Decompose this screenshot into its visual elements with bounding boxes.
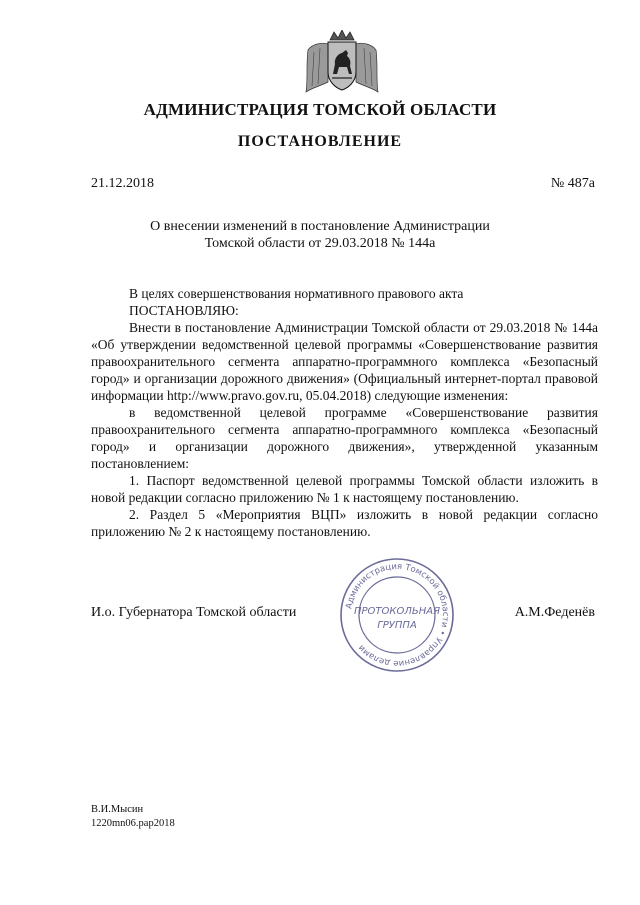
body-paragraph: 2. Раздел 5 «Мероприятия ВЦП» изложить в новой редакции согласно приложению № 2 к настоящему постановлению. [91, 507, 598, 539]
signatory-name: А.М.Феденёв [514, 605, 595, 620]
document-body [91, 285, 598, 540]
body-paragraph: Внести в постановление Администрации Томской области от 29.03.2018 № 144а «Об утверждении ведомственной целевой программы «Совершенствование развития правоохранительного сегмента аппаратно-программного комплекса «Безопасный город» и организации дорожного движения» (Официальный интернет-портал правовой информации http://www.pravo.gov.ru, 05.04.2018) следующие изменения: [91, 320, 598, 403]
coat-of-arms-icon [302, 30, 382, 96]
resolution-keyword: ПОСТАНОВЛЯЮ: [129, 303, 239, 318]
executor-info [91, 803, 175, 831]
stamp-center-text: ПРОТОКОЛЬНАЯ [353, 606, 441, 617]
subject-line: Томской области от 29.03.2018 № 144а [204, 236, 436, 251]
stamp-center-text: ГРУППА [377, 620, 417, 631]
subject-line: О внесении изменений в постановление Администрации [150, 219, 490, 234]
official-stamp [338, 556, 456, 674]
stamp-ring-text: Администрация Томской области • Управление делами [344, 561, 451, 669]
organization-title: АДМИНИСТРАЦИЯ ТОМСКОЙ ОБЛАСТИ [143, 100, 497, 119]
body-paragraph: 1. Паспорт ведомственной целевой программы Томской области изложить в новой редакции согласно приложению № 1 к настоящему постановлению. [91, 473, 598, 505]
body-paragraph: В целях совершенствования нормативного правового акта [129, 286, 464, 301]
body-paragraph: в ведомственной целевой программе «Совершенствование развития правоохранительного сегмента аппаратно-программного комплекса «Безопасный город» и организации дорожного движения», утвержденной указанным постановлением: [91, 405, 598, 471]
document-date: 21.12.2018 [91, 176, 154, 191]
document-code: 1220mn06.pap2018 [91, 818, 175, 829]
signatory-position: И.о. Губернатора Томской области [91, 605, 297, 620]
document-subject [0, 218, 640, 252]
document-type: ПОСТАНОВЛЕНИЕ [237, 133, 403, 150]
executor-name: В.И.Мысин [91, 804, 144, 815]
document-number: № 487а [550, 176, 595, 191]
